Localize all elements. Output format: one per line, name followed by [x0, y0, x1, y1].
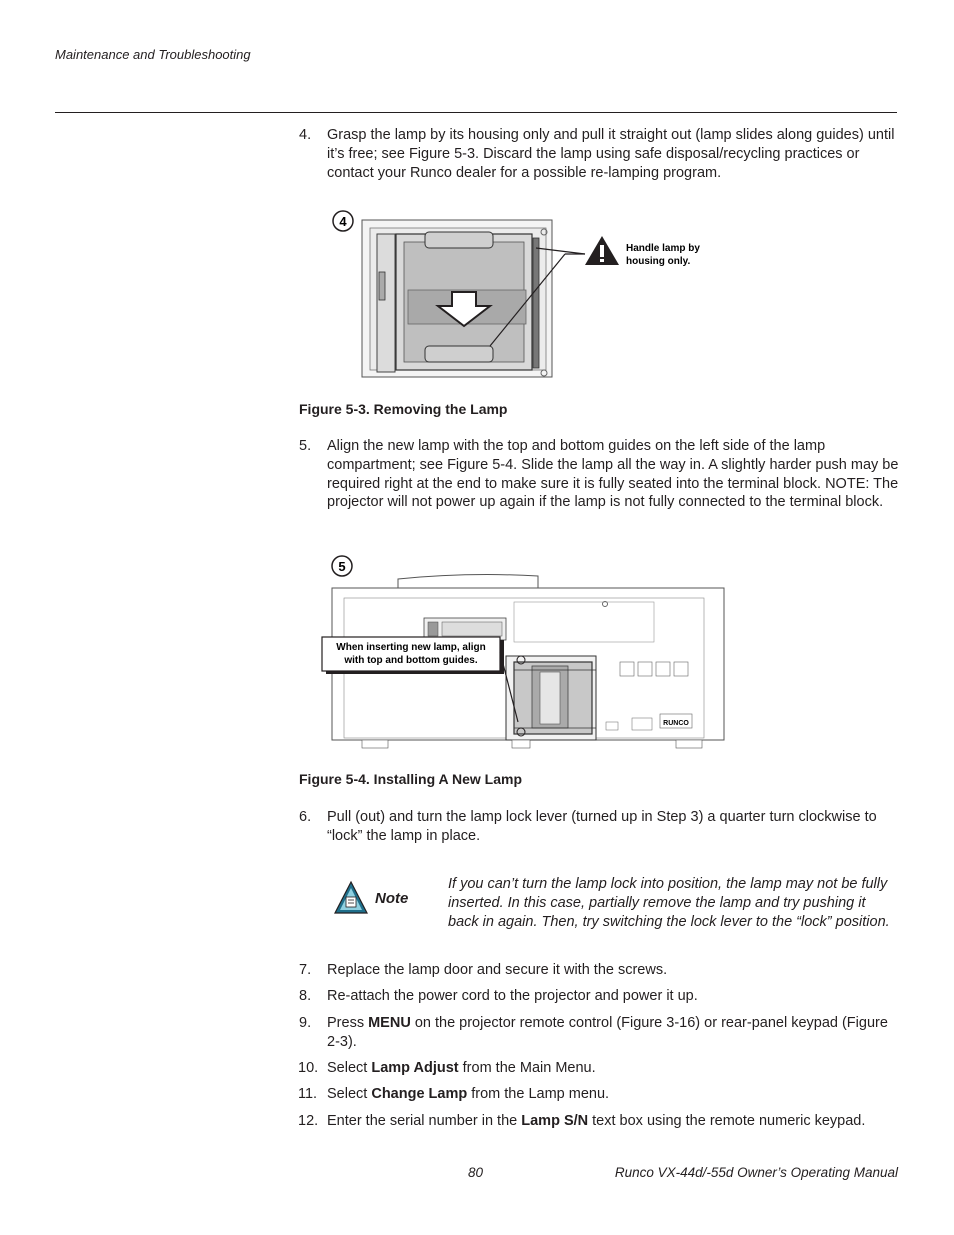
- figure-caption-5-3: Figure 5-3. Removing the Lamp: [299, 401, 508, 417]
- step-text: Select Lamp Adjust from the Main Menu.: [327, 1060, 596, 1076]
- step-number: 5.: [299, 438, 312, 454]
- callout-line-1: Handle lamp by: [626, 243, 700, 254]
- step-text: Align the new lamp with the top and bottom guides on the left side of the lamp compartment; see Figure 5-4. Slide the lamp all the way in. A slightly harder push may be required right at the end to make sure it is fully seated into the terminal block. NOTE: The projector will not power up again if the lamp is not fully connected to the terminal block.: [327, 438, 899, 511]
- header-rule: [55, 112, 897, 113]
- manual-title: Runco VX-44d/-55d Owner’s Operating Manual: [614, 1165, 898, 1180]
- note-icon: [333, 880, 369, 916]
- note-label: Note: [375, 890, 409, 907]
- step-badge-number: 5: [338, 559, 346, 574]
- menu-keyword: Lamp Adjust: [371, 1060, 459, 1076]
- page-number: 80: [468, 1165, 484, 1180]
- step-text: Enter the serial number in the Lamp S/N text box using the remote numeric keypad.: [327, 1113, 866, 1129]
- step-number: 7.: [299, 962, 312, 978]
- step-11: [299, 1085, 899, 1104]
- runco-logo: RUNCO: [663, 720, 689, 727]
- figure-installing-lamp: [318, 552, 730, 757]
- callout-line-1: When inserting new lamp, align: [336, 642, 486, 653]
- menu-keyword: Lamp S/N: [521, 1113, 589, 1129]
- step-number: 8.: [299, 988, 312, 1004]
- callout-line-2: housing only.: [626, 256, 691, 267]
- step-5: [299, 437, 899, 512]
- step-number: 9.: [299, 1015, 312, 1031]
- menu-keyword: MENU: [368, 1015, 411, 1031]
- step-7: [299, 961, 899, 980]
- step-text: Grasp the lamp by its housing only and pull it straight out (lamp slides along guides) until it’s free; see Figure 5-3. Discard the lamp using safe disposal/recycling practices or contact your Runco dealer for a possible re-lamping program.: [327, 127, 895, 181]
- step-number: 11.: [298, 1086, 318, 1102]
- note-text: If you can’t turn the lamp lock into position, the lamp may not be fully inserted. In this case, partially remove the lamp and try pushing it back in again. Then, try switching the lock lever to the “lock” position.: [448, 876, 890, 930]
- callout-line-2: with top and bottom guides.: [344, 655, 478, 666]
- step-number: 12.: [298, 1113, 319, 1129]
- step-badge-number: 4: [339, 214, 347, 229]
- running-header: Maintenance and Troubleshooting: [55, 47, 251, 62]
- step-9: [299, 1014, 899, 1052]
- step-text: Replace the lamp door and secure it with the screws.: [327, 962, 668, 978]
- step-number: 6.: [299, 809, 312, 825]
- step-10: [299, 1059, 899, 1078]
- figure-removing-lamp: [330, 208, 720, 383]
- figure-caption-5-4: Figure 5-4. Installing A New Lamp: [299, 771, 522, 787]
- step-number: 4.: [299, 127, 312, 143]
- step-text: Re-attach the power cord to the projector and power it up.: [327, 988, 698, 1004]
- step-text: Pull (out) and turn the lamp lock lever (turned up in Step 3) a quarter turn clockwise to “lock” the lamp in place.: [327, 809, 877, 844]
- step-text: Press MENU on the projector remote control (Figure 3-16) or rear-panel keypad (Figure 2-3).: [327, 1015, 888, 1050]
- step-12: [299, 1112, 899, 1131]
- step-text: Select Change Lamp from the Lamp menu.: [327, 1086, 610, 1102]
- step-4: [299, 126, 899, 182]
- step-8: [299, 987, 899, 1006]
- menu-keyword: Change Lamp: [371, 1086, 468, 1102]
- step-number: 10.: [298, 1060, 319, 1076]
- step-6: [299, 808, 899, 846]
